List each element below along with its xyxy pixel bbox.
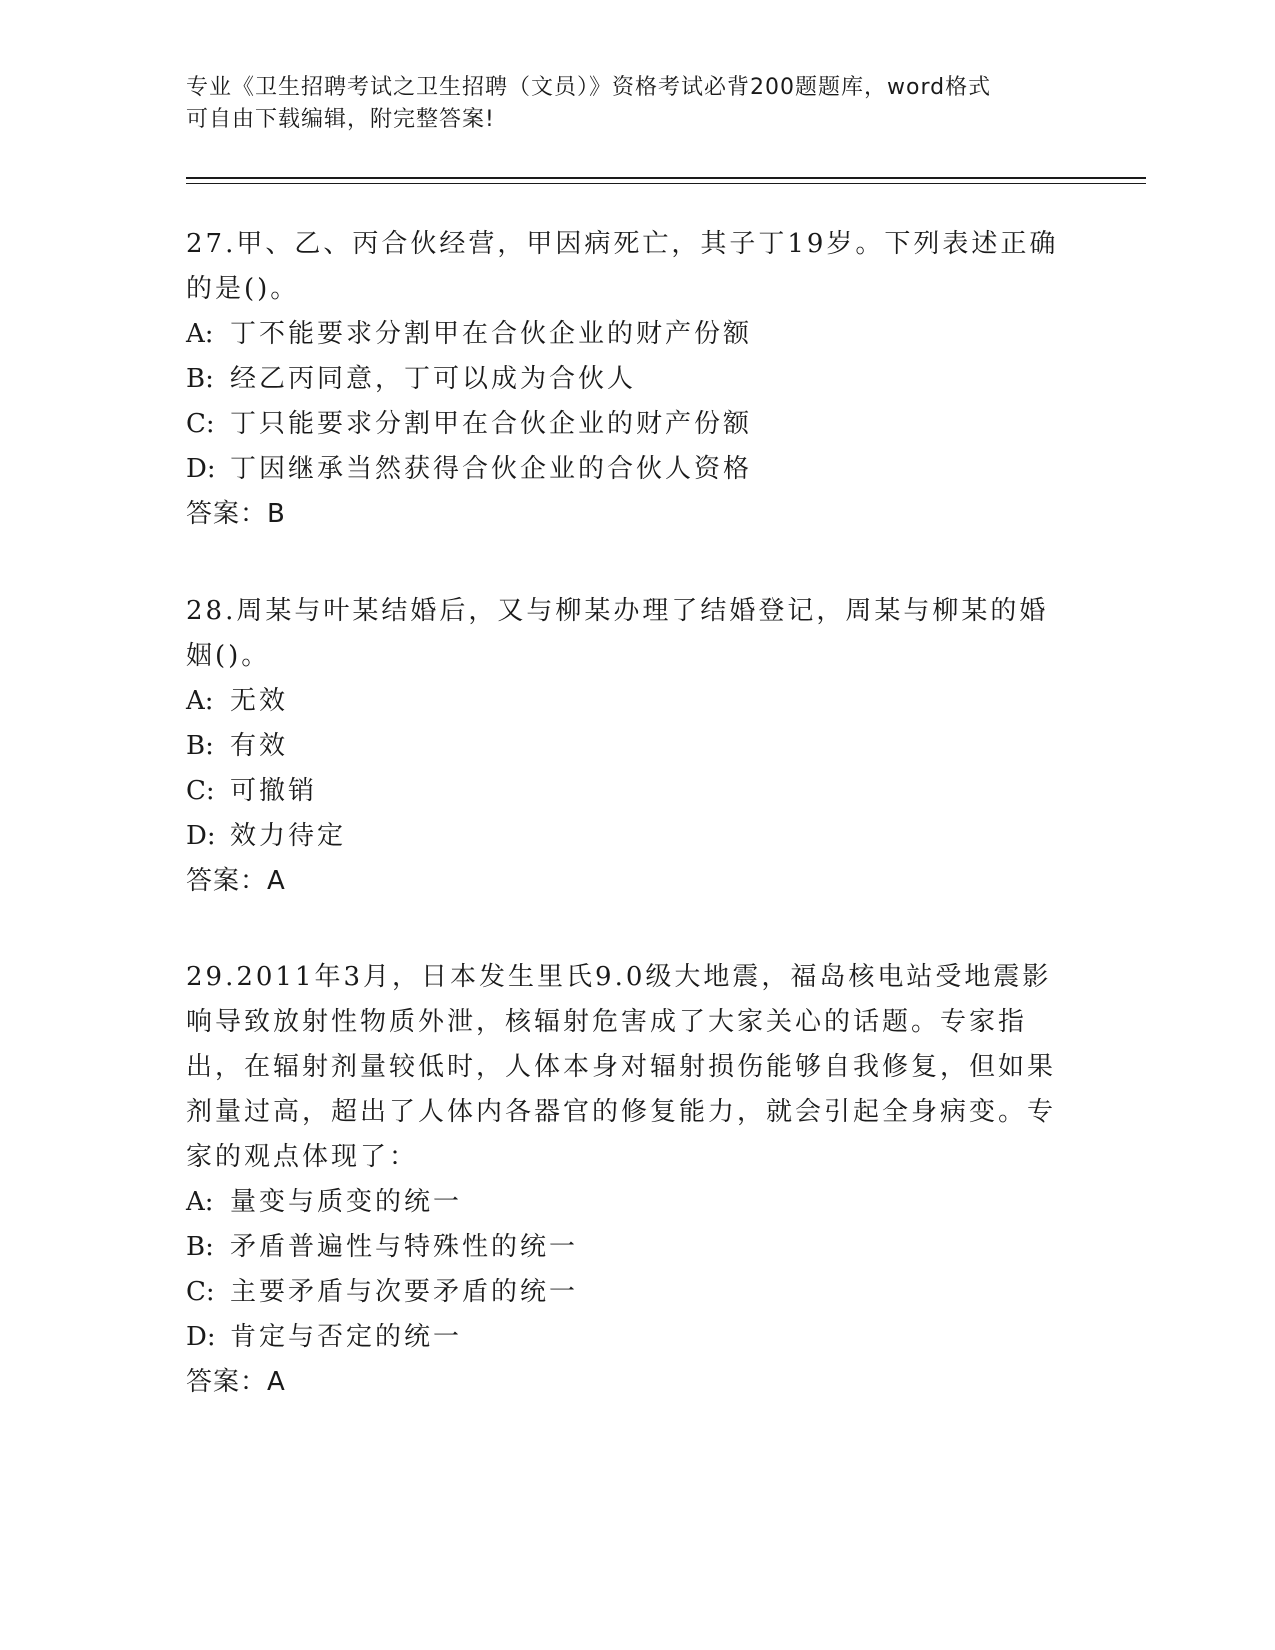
option-a bbox=[186, 1180, 1076, 1225]
option-text: 量变与质变的统一 bbox=[230, 1187, 463, 1217]
option-b bbox=[186, 357, 1076, 402]
option-text: 效力待定 bbox=[230, 821, 347, 851]
option-c bbox=[186, 1270, 1076, 1315]
option-d bbox=[186, 447, 1076, 492]
question-27 bbox=[186, 222, 1076, 537]
option-b bbox=[186, 1225, 1076, 1270]
option-text: 可撤销 bbox=[230, 776, 318, 806]
option-text: 有效 bbox=[230, 731, 289, 761]
question-stem: 28.周某与叶某结婚后，又与柳某办理了结婚登记，周某与柳某的婚姻()。 bbox=[186, 596, 1049, 671]
header-divider-thin bbox=[186, 183, 1146, 184]
question-29 bbox=[186, 955, 1076, 1405]
option-key: A: bbox=[186, 319, 214, 349]
option-key: C: bbox=[186, 776, 215, 806]
option-text: 无效 bbox=[230, 686, 289, 716]
answer: 答案：A bbox=[186, 866, 286, 896]
option-key: D: bbox=[186, 1322, 216, 1352]
option-text: 经乙丙同意，丁可以成为合伙人 bbox=[230, 364, 637, 394]
header-line-1: 专业《卫生招聘考试之卫生招聘（文员）》资格考试必背200题题库，word格式 bbox=[186, 75, 992, 100]
option-key: A: bbox=[186, 1187, 214, 1217]
option-key: B: bbox=[186, 731, 214, 761]
option-d bbox=[186, 1315, 1076, 1360]
option-key: B: bbox=[186, 364, 214, 394]
option-b bbox=[186, 724, 1076, 769]
option-text: 丁只能要求分割甲在合伙企业的财产份额 bbox=[230, 409, 753, 439]
option-text: 丁不能要求分割甲在合伙企业的财产份额 bbox=[230, 319, 753, 349]
option-key: D: bbox=[186, 821, 216, 851]
option-key: A: bbox=[186, 686, 214, 716]
option-text: 主要矛盾与次要矛盾的统一 bbox=[230, 1277, 579, 1307]
document-header bbox=[186, 72, 1086, 136]
option-c bbox=[186, 769, 1076, 814]
option-text: 丁因继承当然获得合伙企业的合伙人资格 bbox=[230, 454, 753, 484]
header-line-2: 可自由下载编辑，附完整答案! bbox=[186, 107, 495, 132]
option-key: C: bbox=[186, 409, 215, 439]
header-divider-thick bbox=[186, 177, 1146, 179]
question-stem: 29.2011年3月，日本发生里氏9.0级大地震，福岛核电站受地震影响导致放射性物质外泄，核辐射危害成了大家关心的话题。专家指出，在辐射剂量较低时，人体本身对辐射损伤能够自我修复，但如果剂量过高，超出了人体内各器官的修复能力，就会引起全身病变。专家的观点体现了： bbox=[186, 962, 1057, 1172]
answer: 答案：B bbox=[186, 499, 286, 529]
option-key: C: bbox=[186, 1277, 215, 1307]
option-key: B: bbox=[186, 1232, 214, 1262]
option-text: 肯定与否定的统一 bbox=[230, 1322, 463, 1352]
option-a bbox=[186, 312, 1076, 357]
option-a bbox=[186, 679, 1076, 724]
answer: 答案：A bbox=[186, 1367, 286, 1397]
option-d bbox=[186, 814, 1076, 859]
question-28 bbox=[186, 589, 1076, 904]
question-stem: 27.甲、乙、丙合伙经营，甲因病死亡，其子丁19岁。下列表述正确的是()。 bbox=[186, 229, 1059, 304]
option-text: 矛盾普遍性与特殊性的统一 bbox=[230, 1232, 579, 1262]
option-c bbox=[186, 402, 1076, 447]
option-key: D: bbox=[186, 454, 216, 484]
